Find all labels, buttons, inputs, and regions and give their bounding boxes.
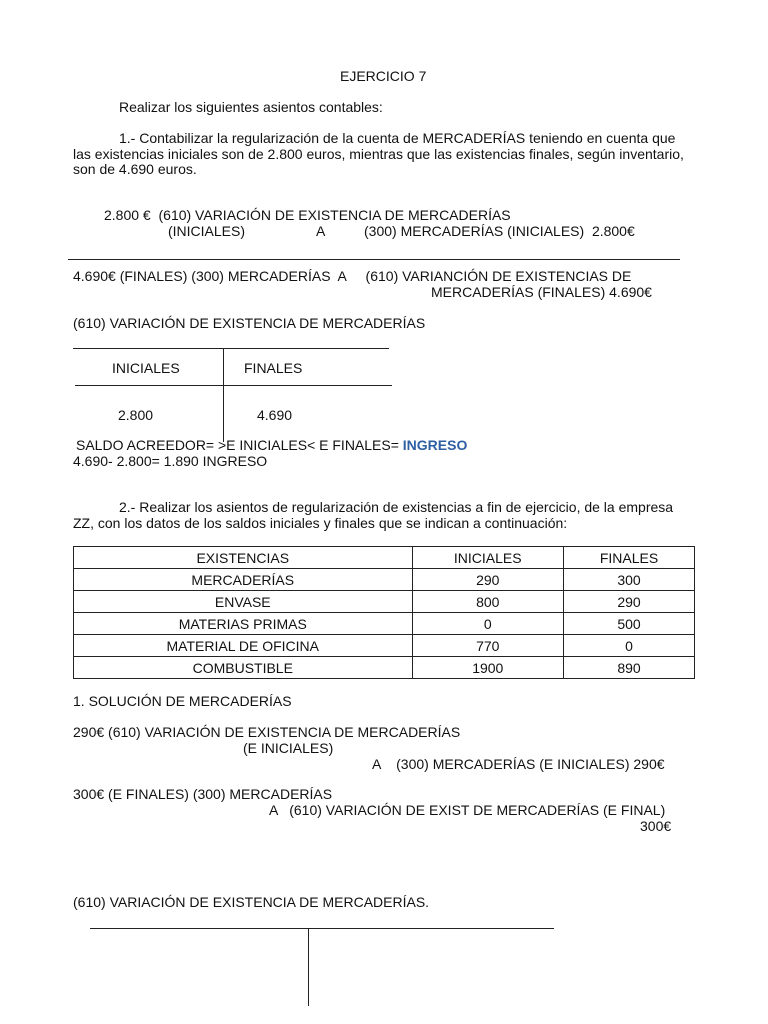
solution-entry2-debit: 300€ (E FINALES) (300) MERCADERÍAS bbox=[73, 786, 333, 802]
table-row bbox=[74, 569, 695, 591]
entry2-credit-continuation: MERCADERÍAS (FINALES) 4.690€ bbox=[431, 284, 652, 300]
t-account2-divider bbox=[308, 928, 309, 1006]
solution-entry2-credit: A (610) VARIACIÓN DE EXIST DE MERCADERÍAS (E FINAL) bbox=[269, 802, 666, 818]
saldo-calculation: 4.690- 2.800= 1.890 INGRESO bbox=[73, 453, 268, 469]
table-cell: 500 bbox=[564, 613, 695, 635]
table-cell: 800 bbox=[412, 591, 564, 613]
table-cell: 290 bbox=[412, 569, 564, 591]
t-account2-title: (610) VARIACIÓN DE EXISTENCIA DE MERCADERÍAS. bbox=[73, 894, 430, 910]
table-cell: 1900 bbox=[412, 657, 564, 679]
table-cell: 0 bbox=[564, 635, 695, 657]
t-account2-top-line bbox=[90, 928, 554, 929]
ex1-statement-line3: son de 4.690 euros. bbox=[73, 161, 197, 177]
entry1-debit-qualifier: (INICIALES) bbox=[168, 223, 246, 239]
solution-entry1-debit: 290€ (610) VARIACIÓN DE EXISTENCIA DE MERCADERÍAS bbox=[73, 724, 461, 740]
t-account-top-line bbox=[73, 348, 389, 349]
ex2-statement-line1: 2.- Realizar los asientos de regularización de existencias a fin de ejercicio, de la empresa bbox=[119, 499, 674, 515]
table-header-cell: FINALES bbox=[564, 547, 695, 569]
solution-entry1-credit: A (300) MERCADERÍAS (E INICIALES) 290€ bbox=[372, 756, 665, 772]
entry2-line: 4.690€ (FINALES) (300) MERCADERÍAS A (610) VARIANCIÓN DE EXISTENCIAS DE bbox=[73, 268, 632, 284]
ex1-statement-line1: 1.- Contabilizar la regularización de la cuenta de MERCADERÍAS teniendo en cuenta que bbox=[119, 130, 676, 146]
t-account-right-header: FINALES bbox=[244, 360, 303, 376]
saldo-result: INGRESO bbox=[402, 437, 468, 453]
ex1-statement-line2: las existencias iniciales son de 2.800 euros, mientras que las existencias finales, según inventario, bbox=[73, 146, 684, 162]
saldo-line bbox=[76, 437, 467, 453]
saldo-text: SALDO ACREEDOR= >E INICIALES< E FINALES= bbox=[76, 437, 399, 453]
t-account-left-header: INICIALES bbox=[112, 360, 180, 376]
solution-entry1-qualifier: (E INICIALES) bbox=[243, 740, 334, 756]
table-row bbox=[74, 613, 695, 635]
table-row bbox=[74, 591, 695, 613]
table-cell: 290 bbox=[564, 591, 695, 613]
table-row bbox=[74, 657, 695, 679]
entry1-connector: A bbox=[316, 223, 326, 239]
t-account-header-line bbox=[75, 385, 392, 386]
intro-text: Realizar los siguientes asientos contables: bbox=[119, 99, 383, 115]
table-cell: 770 bbox=[412, 635, 564, 657]
t-account-debit-value: 2.800 bbox=[118, 407, 154, 423]
t-account-credit-value: 4.690 bbox=[257, 407, 293, 423]
table-header-cell: INICIALES bbox=[412, 547, 564, 569]
page-title: EJERCICIO 7 bbox=[340, 68, 427, 84]
ex2-statement-line2: ZZ, con los datos de los saldos iniciales y finales que se indican a continuación: bbox=[73, 515, 568, 531]
t-account-title: (610) VARIACIÓN DE EXISTENCIA DE MERCADERÍAS bbox=[73, 315, 426, 331]
entry1-debit: 2.800 € (610) VARIACIÓN DE EXISTENCIA DE MERCADERÍAS bbox=[104, 207, 511, 223]
table-cell: 0 bbox=[412, 613, 564, 635]
table-cell: MERCADERÍAS bbox=[74, 569, 413, 591]
table-cell: 300 bbox=[564, 569, 695, 591]
table-cell: MATERIAL DE OFICINA bbox=[74, 635, 413, 657]
entry1-credit: (300) MERCADERÍAS (INICIALES) 2.800€ bbox=[364, 223, 635, 239]
table-row bbox=[74, 635, 695, 657]
table-header-cell: EXISTENCIAS bbox=[74, 547, 413, 569]
t-account-divider bbox=[223, 348, 224, 442]
solution-title: 1. SOLUCIÓN DE MERCADERÍAS bbox=[73, 693, 292, 709]
table-cell: MATERIAS PRIMAS bbox=[74, 613, 413, 635]
inventory-table bbox=[73, 546, 695, 679]
table-cell: 890 bbox=[564, 657, 695, 679]
table-header-row bbox=[74, 547, 695, 569]
solution-entry2-amount: 300€ bbox=[640, 818, 672, 834]
table-cell: ENVASE bbox=[74, 591, 413, 613]
table-cell: COMBUSTIBLE bbox=[74, 657, 413, 679]
entry-separator bbox=[68, 259, 680, 260]
